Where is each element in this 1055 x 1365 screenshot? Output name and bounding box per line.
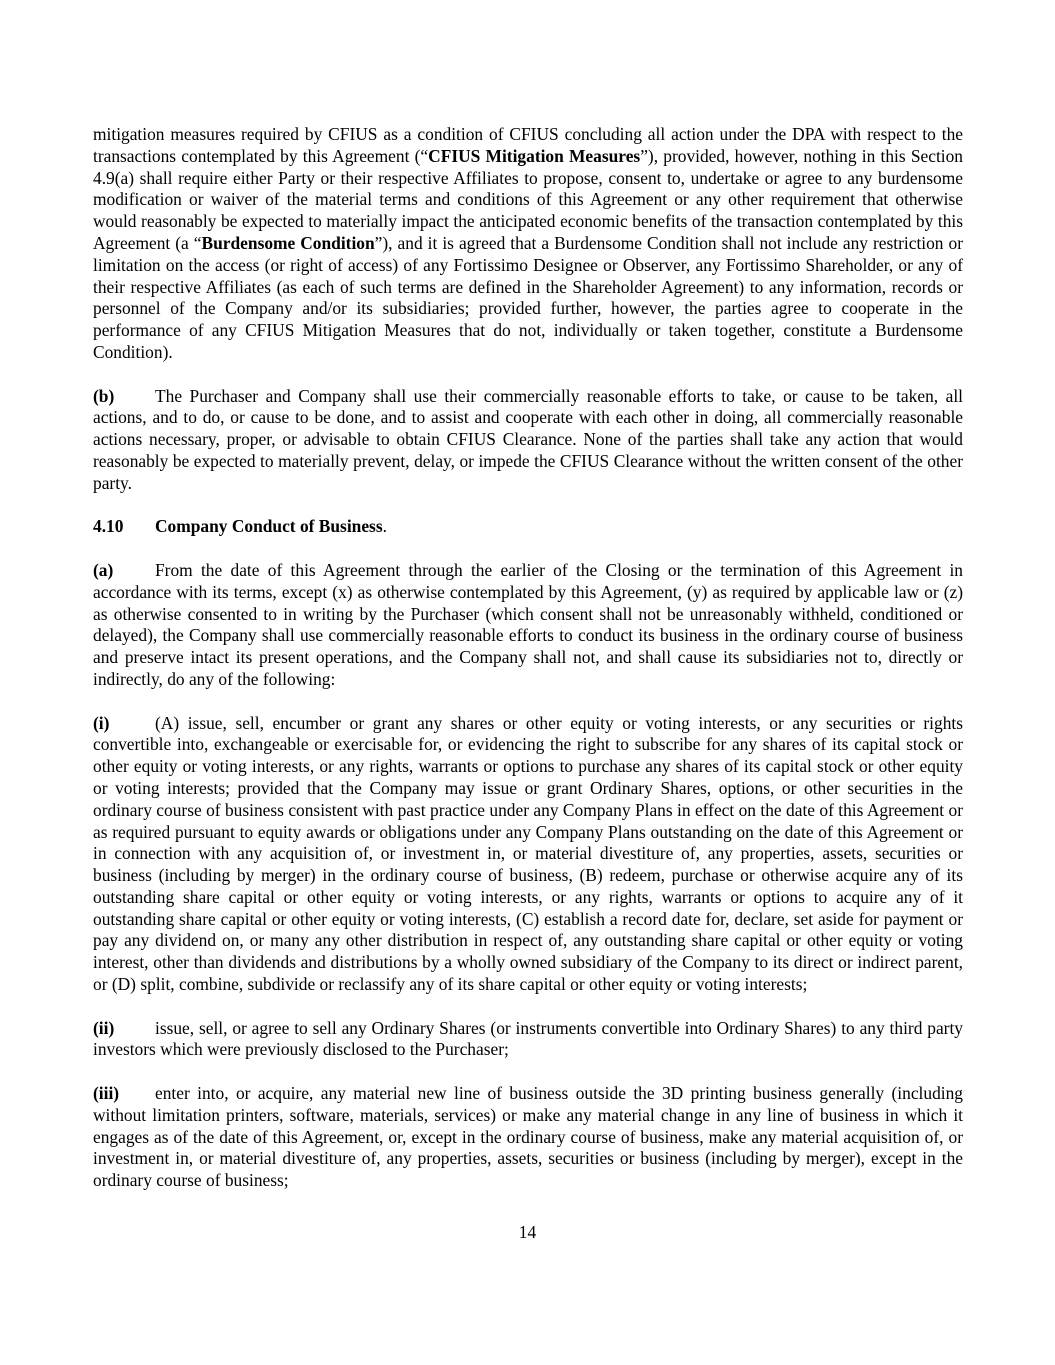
section-heading: [93, 516, 963, 538]
paragraph-text: ”), provided, however, nothing in this Section 4.9(a) shall require either Party or their respective Affiliates to propose, consent to, undertake or agree to any burdensome modification or waiver of the material terms and conditions of this Agreement or any other requirement that otherwise would reasonably be expected to materially impact the anticipated economic benefits of the transaction contemplated by this Agreement (a “: [93, 145, 963, 253]
section-number: 4.10: [93, 516, 124, 537]
paragraph-label: (b): [93, 385, 115, 406]
paragraph-text: ”), and it is agreed that a Burdensome Condition shall not include any restriction or limitation on the access (or right of access) of any Fortissimo Designee or Observer, any Fortissimo Shareholder, or any of their respective Affiliates (as each of such terms are defined in the Shareholder Agreement) to any information, records or personnel of the Company and/or its subsidiaries; provided further, however, the parties agree to cooperate in the performance of any CFIUS Mitigation Measures that do not, individually or taken together, constitute a Burdensome Condition).: [93, 232, 963, 362]
document-page: [93, 124, 963, 1214]
paragraph-text: The Purchaser and Company shall use their commercially reasonable efforts to take, or cause to be taken, all actions, and to do, or cause to be done, and to assist and cooperate with each other in doing, all commercially reasonable actions necessary, proper, or advisable to obtain CFIUS Clearance. None of the parties shall take any action that would reasonably be expected to materially prevent, delay, or impede the CFIUS Clearance without the written consent of the other party.: [93, 385, 963, 493]
paragraph-text: (A) issue, sell, encumber or grant any shares or other equity or voting interests, or any securities or rights convertible into, exchangeable or exercisable for, or evidencing the right to subscribe for any shares of its capital stock or other equity or voting interests, or any rights, warrants or options to purchase any shares of its capital stock or other equity or voting interests; provided that the Company may issue or grant Ordinary Shares, options, or other securities in the ordinary course of business consistent with past practice under any Company Plans in effect on the date of this Agreement or as required pursuant to equity awards or obligations under any Company Plans outstanding on the date of this Agreement or in connection with any acquisition of, or investment in, or material divestiture of, any properties, assets, securities or business (including by merger) in the ordinary course of business, (B) redeem, purchase or otherwise acquire any of its outstanding share capital or other equity or voting interests, or any rights, warrants or options to acquire any of it outstanding share capital or other equity or voting interests, (C) establish a record date for, declare, set aside for payment or pay any dividend on, or many any other distribution in respect of, any outstanding share capital or other equity or voting interest, other than dividends and distributions by a wholly owned subsidiary of the Company to its direct or indirect parent, or (D) split, combine, subdivide or reclassify any of its share capital or other equity or voting interests;: [93, 712, 963, 995]
paragraph-text: enter into, or acquire, any material new line of business outside the 3D printing business generally (including without limitation printers, software, materials, services) or make any material change in any line of business in which it engages as of the date of this Agreement, or, except in the ordinary course of business, make any material acquisition of, or investment in, or material divestiture of, any properties, assets, securities or business (including by merger), except in the ordinary course of business;: [93, 1083, 963, 1191]
paragraph-a: [93, 560, 963, 691]
section-title: Company Conduct of Business: [155, 516, 383, 537]
paragraph-text: mitigation measures required by CFIUS as a condition of CFIUS concluding all action under the DPA with respect to the transactions contemplated by this Agreement (“: [93, 124, 963, 166]
paragraph-i: [93, 713, 963, 996]
page-number: 14: [518, 1222, 537, 1242]
paragraph-label: (a): [93, 559, 114, 580]
defined-term-burdensome-condition: Burdensome Condition: [201, 232, 375, 253]
paragraph-b: [93, 386, 963, 495]
defined-term-cfius-mitigation-measures: CFIUS Mitigation Measures: [428, 145, 641, 166]
section-title-period: .: [382, 516, 387, 537]
paragraph-iii: [93, 1083, 963, 1192]
paragraph-label: (iii): [93, 1083, 120, 1104]
paragraph-ii: [93, 1018, 963, 1062]
paragraph-label: (ii): [93, 1017, 115, 1038]
paragraph-text: issue, sell, or agree to sell any Ordinary Shares (or instruments convertible into Ordinary Shares) to any third party investors which were previously disclosed to the Purchaser;: [93, 1017, 963, 1060]
paragraph-cfius-mitigation: [93, 124, 963, 364]
paragraph-label: (i): [93, 712, 110, 733]
paragraph-text: From the date of this Agreement through the earlier of the Closing or the termination of this Agreement in accordance with its terms, except (x) as otherwise contemplated by this Agreement, (y) as required by applicable law or (z) as otherwise consented to in writing by the Purchaser (which consent shall not be unreasonably withheld, conditioned or delayed), the Company shall use commercially reasonable efforts to conduct its business in the ordinary course of business and preserve intact its present operations, and the Company shall not, and shall cause its subsidiaries not to, directly or indirectly, do any of the following:: [93, 559, 963, 689]
